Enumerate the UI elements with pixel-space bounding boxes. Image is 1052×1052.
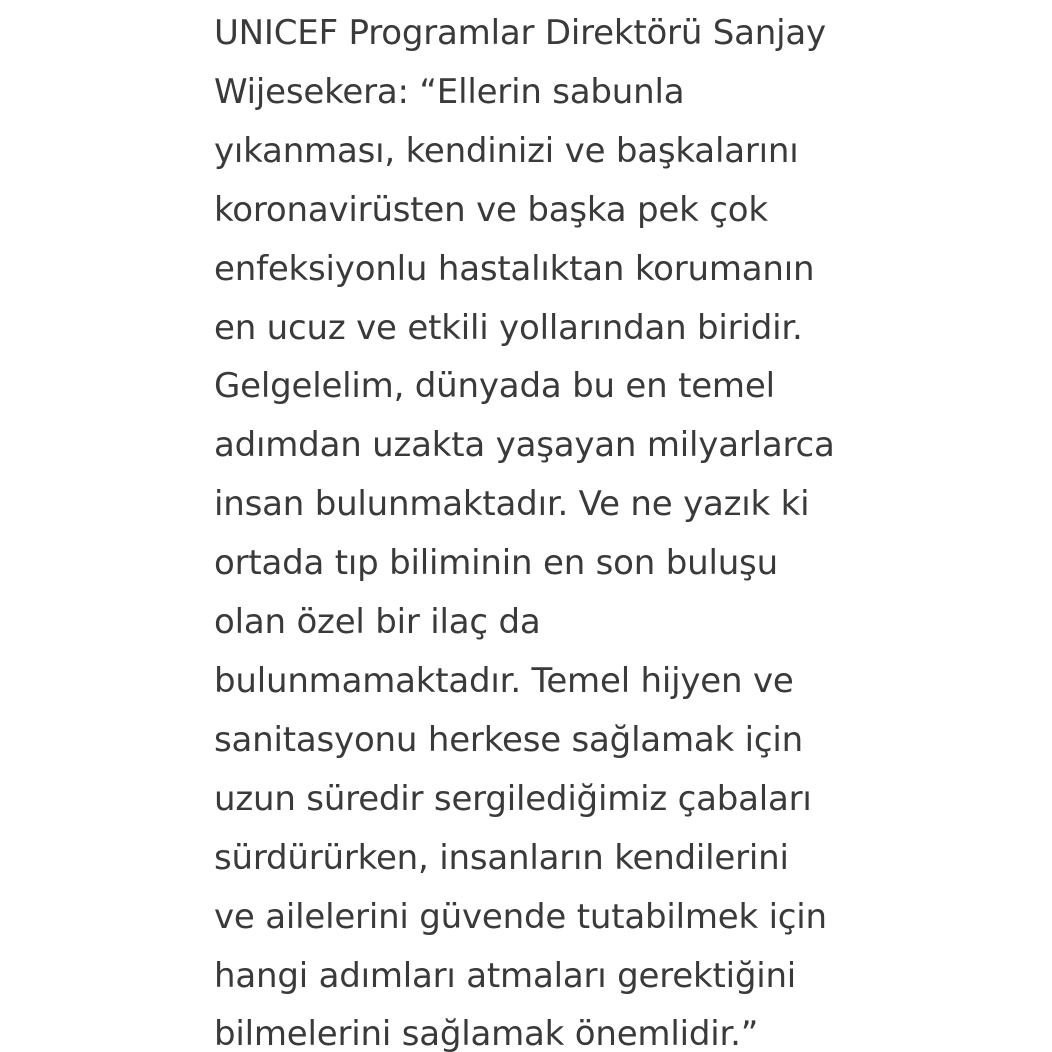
paragraph-line-13: sanitasyonu herkese sağlamak için: [214, 719, 803, 760]
paragraph-line-2: Wijesekera: “Ellerin sabunla: [214, 71, 685, 112]
paragraph-line-15: sürdürürken, insanların kendilerini: [214, 837, 789, 878]
paragraph-line-17: hangi adımları atmaları gerektiğini: [214, 955, 797, 996]
paragraph-line-3: yıkanması, kendinizi ve başkalarını: [214, 130, 799, 171]
paragraph-line-5: enfeksiyonlu hastalıktan korumanın: [214, 248, 815, 289]
paragraph-line-9: insan bulunmaktadır. Ve ne yazık ki: [214, 484, 810, 525]
paragraph-line-10: ortada tıp biliminin en son buluşu: [214, 543, 778, 584]
paragraph-line-14: uzun süredir sergilediğimiz çabaları: [214, 778, 812, 819]
paragraph-line-4: koronavirüsten ve başka pek çok: [214, 189, 768, 230]
paragraph-line-11: olan özel bir ilaç da: [214, 602, 541, 643]
paragraph-line-18: bilmelerini sağlamak önemlidir.”: [214, 1014, 759, 1052]
paragraph-line-12: bulunmamaktadır. Temel hijyen ve: [214, 660, 794, 701]
paragraph-line-1: UNICEF Programlar Direktörü Sanjay: [214, 13, 826, 53]
paragraph-line-6: en ucuz ve etkili yollarından biridir.: [214, 307, 803, 348]
quote-paragraph: [214, 4, 894, 1052]
paragraph-line-8: adımdan uzakta yaşayan milyarlarca: [214, 425, 835, 466]
paragraph-line-16: ve ailelerini güvende tutabilmek için: [214, 896, 827, 937]
paragraph-line-7: Gelgelelim, dünyada bu en temel: [214, 366, 775, 407]
